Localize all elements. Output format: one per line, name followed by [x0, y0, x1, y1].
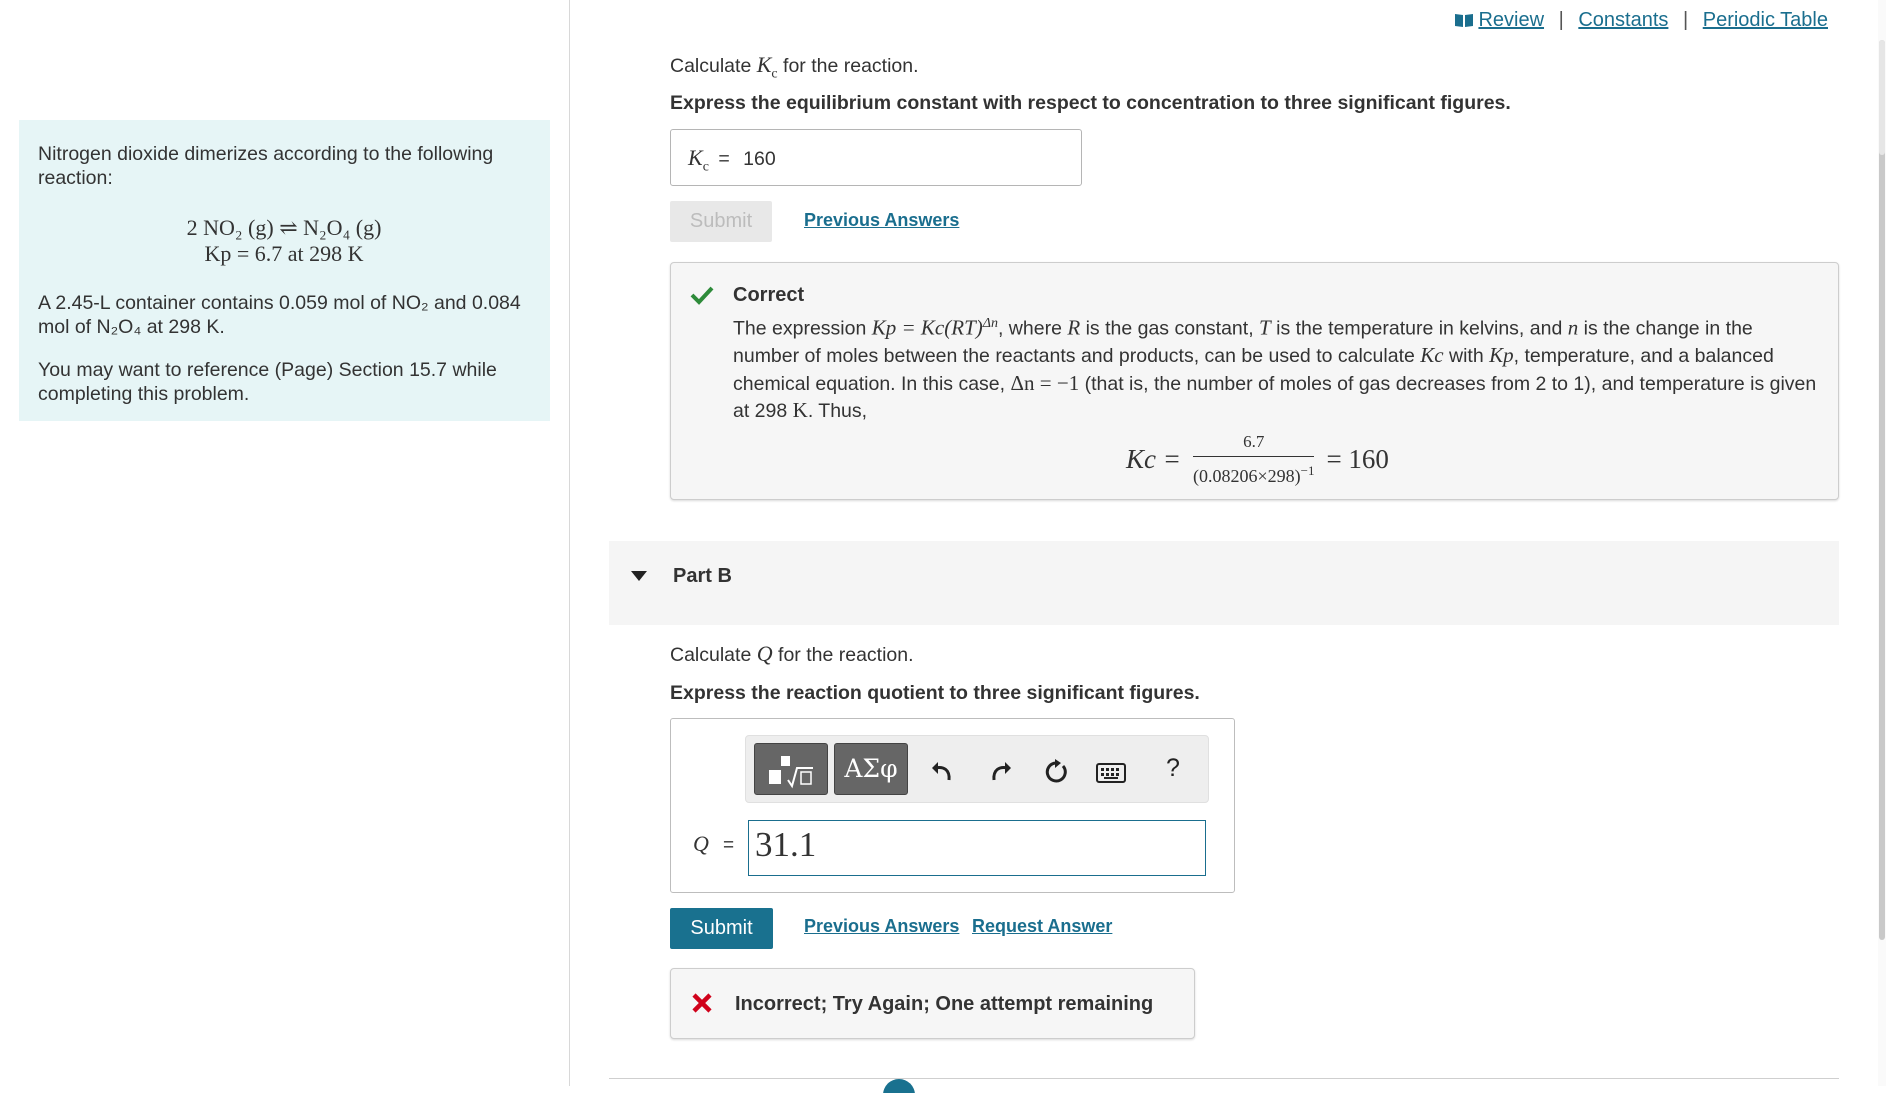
equals-sign: = — [718, 148, 730, 170]
part-a-prompt — [670, 52, 919, 82]
next-part-indicator — [883, 1079, 915, 1093]
section-divider — [609, 1078, 1839, 1079]
prompt-variable: Q — [756, 641, 773, 666]
constants-link[interactable]: Constants — [1578, 9, 1669, 31]
part-b-prompt — [670, 641, 914, 667]
resource-links — [1454, 9, 1828, 32]
q-answer-input[interactable]: 31.1 — [748, 820, 1206, 876]
reference-note: You may want to reference (Page) Section 15.7 while completing this problem. — [38, 359, 497, 405]
review-link-label: Review — [1478, 9, 1545, 31]
prompt-prefix: Calculate — [670, 55, 752, 77]
prompt-suffix: for the reaction. — [778, 644, 914, 666]
templates-icon — [755, 744, 827, 794]
link-separator: | — [1558, 9, 1564, 31]
book-icon — [1454, 12, 1474, 28]
incorrect-feedback-text: Incorrect; Try Again; One attempt remaining — [735, 993, 1154, 1015]
prompt-prefix: Calculate — [670, 644, 752, 666]
templates-button[interactable] — [754, 743, 828, 795]
part-b-header[interactable] — [609, 541, 1839, 625]
check-icon — [690, 285, 714, 305]
part-a-instruction: Express the equilibrium constant with respect to concentration to three significant figures. — [670, 92, 1511, 114]
incorrect-feedback-box — [670, 968, 1195, 1039]
feedback-title: Correct — [733, 284, 805, 306]
reset-icon[interactable] — [1043, 759, 1069, 785]
undo-icon[interactable] — [930, 758, 956, 782]
periodic-table-link[interactable]: Periodic Table — [1702, 9, 1828, 31]
reaction-line: 2 NO₂ (g) ⇌ N₂O₄ (g) — [186, 215, 382, 240]
part-b-title: Part B — [673, 565, 732, 587]
correct-feedback-box — [670, 262, 1839, 500]
kc-label: $K_c$ — [688, 145, 709, 175]
scrollbar-thumb[interactable] — [1879, 40, 1885, 940]
submit-button-part-b[interactable]: Submit — [670, 908, 773, 949]
problem-statement-panel — [19, 120, 550, 421]
prompt-variable: $K_c$ — [756, 52, 778, 82]
scrollbar-top-region[interactable] — [1879, 40, 1885, 155]
math-toolbar — [745, 735, 1209, 803]
x-icon — [691, 992, 713, 1014]
kc-formula — [1126, 429, 1389, 489]
help-button[interactable]: ? — [1166, 754, 1180, 782]
review-link[interactable] — [1454, 9, 1544, 31]
answer-input-box — [670, 718, 1235, 893]
formula-numerator: 6.7 — [1243, 431, 1265, 451]
kp-line: Kp = 6.7 at 298 K — [204, 241, 364, 266]
formula-denominator: $(0.08206\times 298)^{-1}$ — [1192, 462, 1315, 486]
container-description: A 2.45-L container contains 0.059 mol of NO₂ and 0.084 mol of N₂O₄ at 298 K. — [38, 292, 521, 338]
panel-divider — [569, 0, 570, 1086]
feedback-explanation: The expression Kp = Kc(RT)$^{\Delta n}$, where R is the gas constant, T is the temperature in kelvins, and n is the change in the number of moles between the reactants and products, can be used to calculate Kc with Kp, temperature, and a balanced chemical equation. In this case, Δn = −1 (that is, the number of moles of gas decreases from 2 to 1), and temperature is given at 298 K. Thus, — [733, 315, 1817, 422]
problem-intro: Nitrogen dioxide dimerizes according to the following reaction: — [38, 143, 494, 189]
previous-answers-link-part-a[interactable]: Previous Answers — [804, 210, 960, 230]
previous-answers-link-part-b[interactable]: Previous Answers — [804, 916, 960, 936]
symbols-button[interactable]: ΑΣφ — [834, 743, 908, 795]
caret-down-icon[interactable] — [631, 571, 647, 581]
link-separator: | — [1682, 9, 1689, 31]
formula-lhs: Kc = — [1126, 443, 1181, 474]
request-answer-link[interactable]: Request Answer — [972, 916, 1113, 936]
redo-icon[interactable] — [987, 758, 1013, 782]
formula-rhs: = 160 — [1326, 443, 1389, 474]
kc-answer-display — [670, 129, 1082, 186]
prompt-suffix: for the reaction. — [783, 55, 919, 77]
submit-button-part-a[interactable]: Submit — [670, 201, 772, 242]
part-b-instruction: Express the reaction quotient to three significant figures. — [670, 682, 1200, 704]
q-input-label: Q = — [693, 831, 735, 856]
kc-answer-value: 160 — [743, 148, 776, 170]
formula-fraction — [1193, 432, 1314, 487]
reaction-equation — [38, 215, 530, 267]
keyboard-icon[interactable] — [1096, 763, 1126, 783]
